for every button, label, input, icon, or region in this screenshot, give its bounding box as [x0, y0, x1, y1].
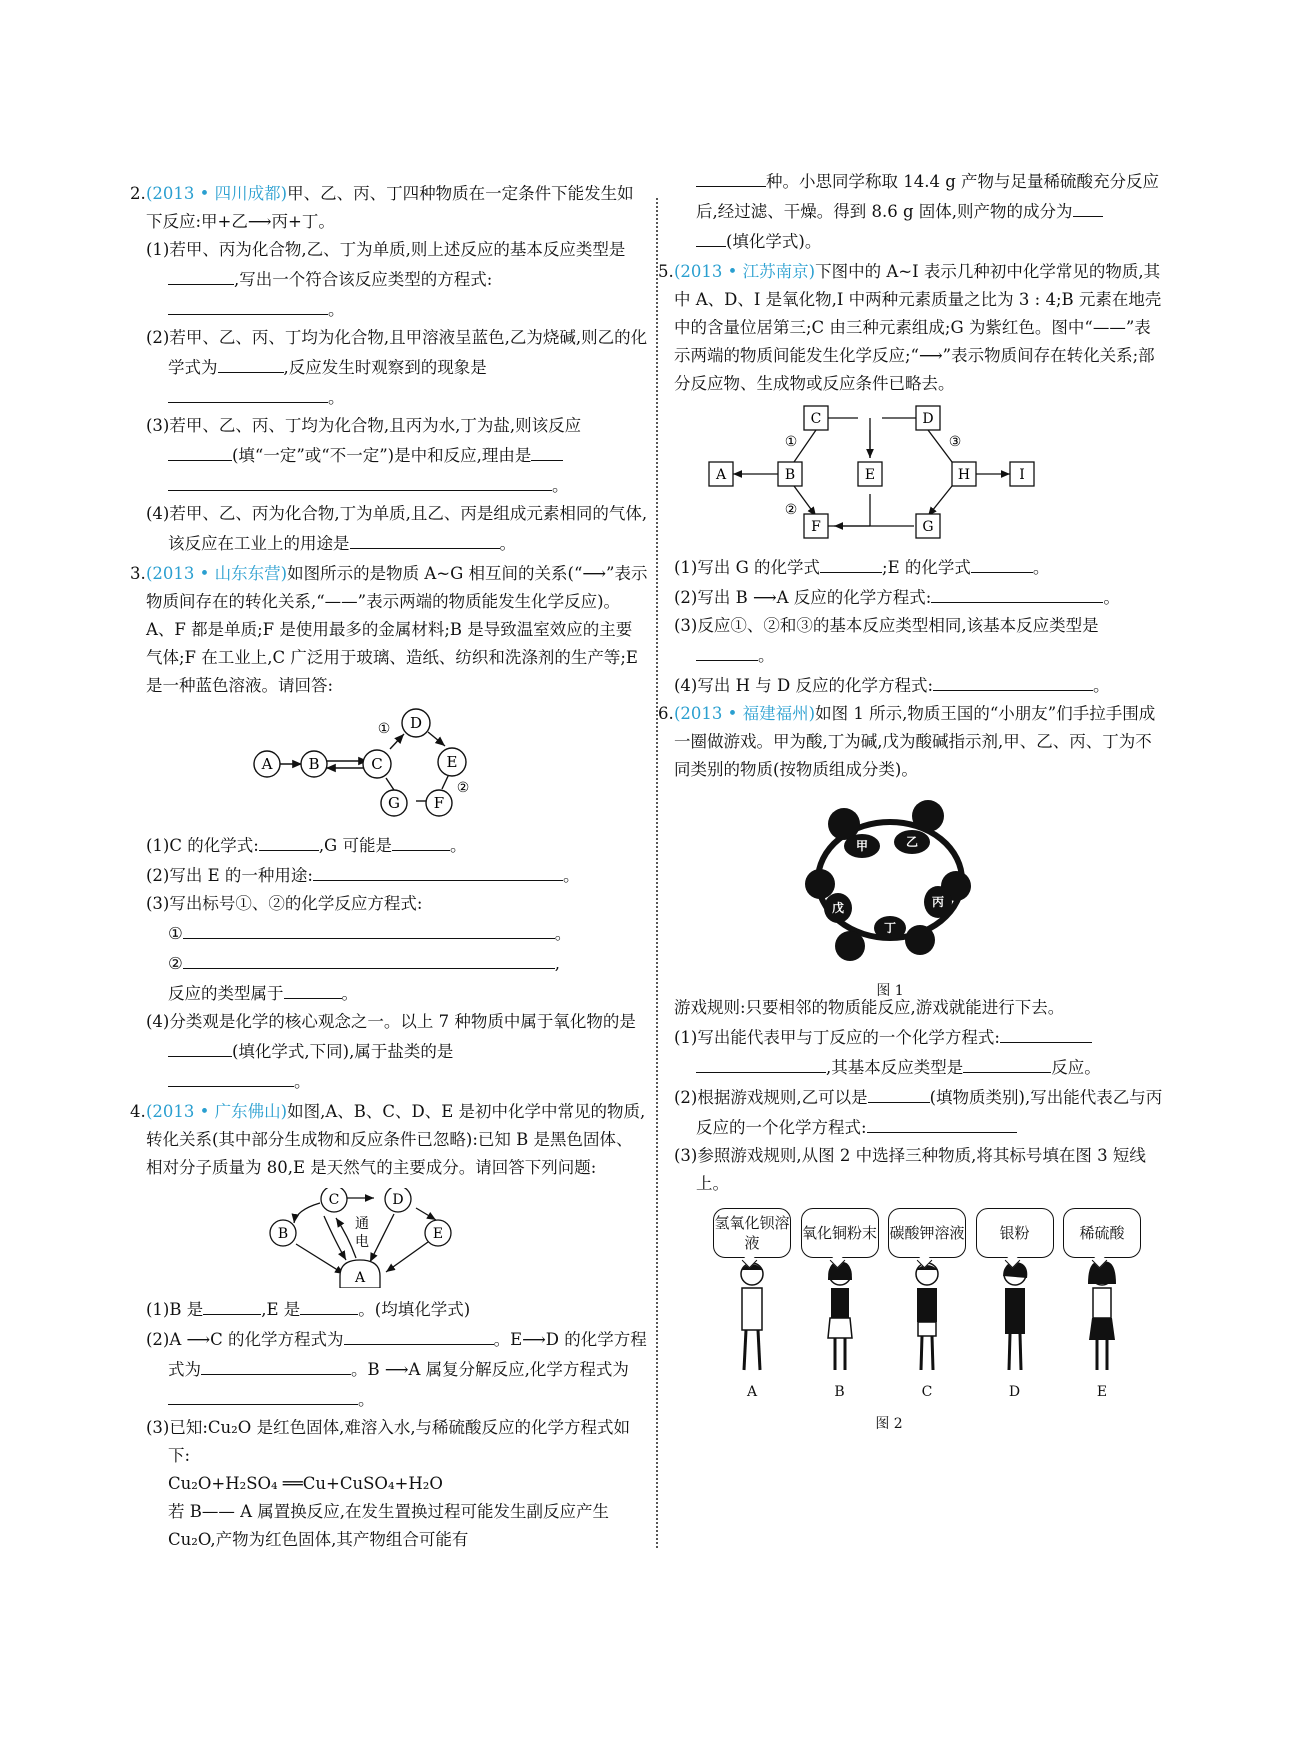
marker-2: ②: [784, 502, 798, 518]
question-stem: 下图中的 A~I 表示几种初中化学常见的物质,其中 A、D、I 是氧化物,I 中两种元素质量之比为 3 : 4;B 元素在地壳中的含量位居第三;C 由三种元素组成;G 为紫红色。图中“——”表示两端的物质间能发生化学反应;“⟶”表示物质间存在转化关系;部分反应物、生成物或反应条件已略去。: [674, 262, 1162, 393]
marker-1: ①: [377, 721, 391, 737]
answer-blank[interactable]: [284, 978, 342, 999]
node-label: C: [810, 411, 822, 427]
question-source: (2013 • 广东佛山): [146, 1102, 288, 1121]
answer-blank[interactable]: [696, 1052, 826, 1073]
speech-bubble: 稀硫酸: [1063, 1208, 1141, 1258]
answer-blank[interactable]: [867, 1112, 1017, 1133]
sub-question-2: (2)写出 B ⟶A 反应的化学方程式:: [674, 588, 932, 607]
equation: Cu₂O+H₂SO₄ ══Cu+CuSO₄+H₂O: [168, 1474, 443, 1493]
sub-question-text: (填物质类别),写出能代表乙与丙反应的一个化学方程式:: [696, 1088, 1163, 1137]
answer-blank[interactable]: [168, 264, 234, 285]
answer-blank[interactable]: [963, 1052, 1051, 1073]
answer-blank[interactable]: [168, 382, 328, 403]
sub-question-text: ,写出一个符合该反应类型的方程式:: [234, 270, 493, 289]
answer-blank[interactable]: [218, 352, 284, 373]
column-divider: [656, 198, 658, 1548]
answer-blank[interactable]: [313, 860, 563, 881]
node-label: H: [957, 467, 971, 483]
answer-blank[interactable]: [350, 528, 500, 549]
question-number: 2.: [130, 184, 146, 203]
question-4: 4. (2013 • 广东佛山)如图,A、B、C、D、E 是初中化学中常见的物质,转化关系(其中部分生成物和反应条件已忽略):已知 B 是黑色固体、相对分子质量为 80,E 是天然气的主要成分。请回答下列问题: C D B E A 通 电 (1)B 是 ,E 是 。(均填化学式) (2)A ⟶C 的化学方程式为 。E⟶D 的化学方程式为 。B ⟶A 属复分解反应,化学方程式为。 (3)已知:Cu₂O 是红色固体,难溶入水,与稀硫酸反应的化学方程式如下: Cu₂O+H₂SO₄ ══Cu+CuSO₄+H₂O 若 B—— A 属置换反应,在发生置换过程可能发生副反应产生 Cu₂O,产物为红色固体,其产物组合可能有: [146, 1098, 648, 1554]
speech-bubble: 氧化铜粉末: [801, 1208, 879, 1258]
sub-question-3: (3)参照游戏规则,从图 2 中选择三种物质,将其标号填在图 3 短线上。: [674, 1146, 1146, 1193]
sub-question-text: (填化学式,下同),属于盐类的是: [232, 1042, 454, 1061]
answer-blank[interactable]: [696, 640, 758, 661]
child-label: 甲: [855, 839, 869, 853]
sub-question-3: (3)写出标号①、②的化学反应方程式:: [146, 894, 423, 913]
answer-blank[interactable]: [183, 918, 555, 939]
answer-blank[interactable]: [531, 440, 563, 461]
marker-1: ①: [168, 924, 183, 943]
question-number: 5.: [658, 262, 674, 281]
sub-question-text: 。(均填化学式): [358, 1300, 471, 1319]
question-number: 3.: [130, 564, 146, 583]
condition-label: 电: [355, 1234, 369, 1250]
sub-question-2: (2)根据游戏规则,乙可以是: [674, 1088, 868, 1107]
question-source: (2013 • 福建福州): [674, 704, 816, 723]
node-label: I: [1019, 467, 1025, 483]
relation-diagram: [674, 404, 1166, 546]
answer-blank[interactable]: [168, 1384, 358, 1405]
node-label: A: [354, 1270, 366, 1286]
child-figure: [995, 1258, 1035, 1378]
child-label: C: [921, 1384, 933, 1400]
node-label: A: [715, 467, 727, 483]
question-number: 6.: [658, 704, 674, 723]
answer-blank[interactable]: [259, 830, 319, 851]
speech-bubble: 氢氧化钡溶液: [713, 1208, 791, 1258]
child-label: B: [834, 1384, 845, 1400]
node-label: F: [811, 519, 821, 535]
sub-question-2: (2)A ⟶C 的化学方程式为: [146, 1330, 344, 1349]
sub-question-text: 反应的类型属于: [168, 984, 284, 1003]
child-label: 戊: [831, 901, 845, 915]
sub-question-text: 反应。: [1051, 1058, 1101, 1077]
sub-question-3: (3)已知:Cu₂O 是红色固体,难溶入水,与稀硫酸反应的化学方程式如下:: [146, 1418, 631, 1465]
speech-bubble: 碳酸钾溶液: [888, 1208, 966, 1258]
sub-question-text: 若 B—— A 属置换反应,在发生置换过程可能发生副反应产生 Cu₂O,产物为红色固体,其产物组合可能有: [168, 1502, 610, 1549]
figure-caption: 图 1: [876, 983, 904, 999]
marker-3: ③: [948, 434, 962, 450]
sub-question-1: (1)B 是: [146, 1300, 204, 1319]
sub-question-text: 。B ⟶A 属复分解反应,化学方程式为: [351, 1360, 629, 1379]
answer-blank[interactable]: [971, 552, 1033, 573]
relation-diagram: [146, 706, 648, 824]
condition-label: 通: [355, 1216, 369, 1232]
node-label: F: [433, 794, 445, 812]
answer-blank[interactable]: [201, 1354, 351, 1375]
question-3: 3. (2013 • 山东东营)如图所示的是物质 A~G 相互间的关系(“⟶”表示物质间存在的转化关系,“——”表示两端的物质能发生化学反应)。A、F 都是单质;F 是使用最多的金属材料;B 是导致温室效应的主要气体;F 在工业上,C 广泛用于玻璃、造纸、纺织和洗涤剂的生产等;E 是一种蓝色溶液。请回答: A B C D E F G ① ② (1)C 的化学式: ,G 可能是 。 (2)写出 E 的一种用途: 。 (3)写出标号①、②的化学反应方程式: ① 。 ② , 反应的类型属于 。 (4)分类观是化学的核心观念之一。以上 7 种物质中属于氧化物的是(填化学式,下同),属于盐类的是 。: [146, 560, 648, 1096]
figure-1-illustration: [674, 790, 1166, 999]
sub-question-3: (3)若甲、乙、丙、丁均为化合物,且丙为水,丁为盐,则该反应: [146, 416, 582, 435]
node-label: B: [784, 467, 796, 483]
node-label: E: [432, 1226, 444, 1242]
answer-blank[interactable]: [1000, 1022, 1092, 1043]
question-4-continued: [674, 166, 1166, 256]
answer-blank[interactable]: [696, 166, 766, 187]
answer-blank[interactable]: [168, 470, 552, 491]
left-column: [130, 180, 648, 1554]
answer-blank[interactable]: [168, 1036, 232, 1057]
answer-blank[interactable]: [344, 1324, 494, 1345]
child-E: [1062, 1208, 1142, 1406]
marker-2: ②: [456, 780, 470, 796]
question-source: (2013 • 四川成都): [146, 184, 288, 203]
sub-question-text: ,E 是: [261, 1300, 301, 1319]
question-stem: 甲、乙、丙、丁四种物质在一定条件下能发生如下反应:甲+乙⟶丙+丁。: [146, 184, 634, 231]
child-A: [712, 1208, 792, 1406]
child-label: E: [1096, 1384, 1108, 1400]
child-figure: [1082, 1258, 1122, 1378]
node-label: C: [328, 1192, 340, 1208]
child-label: 丁: [883, 921, 897, 935]
figure-2-children: [712, 1208, 1142, 1406]
child-label: D: [1008, 1384, 1021, 1400]
child-label: A: [746, 1384, 758, 1400]
sub-question-1: (1)写出 G 的化学式: [674, 558, 821, 577]
node-label: B: [277, 1226, 289, 1242]
question-stem: 如图,A、B、C、D、E 是初中化学中常见的物质,转化关系(其中部分生成物和反应条件已忽略):已知 B 是黑色固体、相对分子质量为 80,E 是天然气的主要成分。请回答下列问题:: [146, 1102, 646, 1177]
child-label: 丙: [931, 895, 945, 909]
sub-question-1: (1)写出能代表甲与丁反应的一个化学方程式:: [674, 1028, 1000, 1047]
child-C: [887, 1208, 967, 1406]
question-2: 2. (2013 • 四川成都)甲、乙、丙、丁四种物质在一定条件下能发生如下反应:甲+乙⟶丙+丁。 (1)若甲、丙为化合物,乙、丁为单质,则上述反应的基本反应类型是,写出一个符合该反应类型的方程式: 。 (2)若甲、乙、丙、丁均为化合物,且甲溶液呈蓝色,乙为烧碱,则乙的化学式为 ,反应发生时观察到的现象是 。 (3)若甲、乙、丙、丁均为化合物,且丙为水,丁为盐,则该反应 (填“一定”或“不一定”)是中和反应,理由是 。 (4)若甲、乙、丙为化合物,丁为单质,且乙、丙是组成元素相同的气体,该反应在工业上的用途是 。: [146, 180, 648, 558]
conversion-diagram: [146, 1188, 648, 1288]
node-label: G: [922, 519, 934, 535]
answer-blank[interactable]: [168, 1066, 294, 1087]
answer-blank[interactable]: [300, 1294, 358, 1315]
question-stem: 如图 1 所示,物质王国的“小朋友”们手拉手围成一圈做游戏。甲为酸,丁为碱,戊为酸碱指示剂,甲、乙、丙、丁为不同类别的物质(按物质组成分类)。: [674, 704, 1156, 779]
node-label: D: [922, 411, 934, 427]
sub-question-3: (3)反应①、②和③的基本反应类型相同,该基本反应类型是: [674, 616, 1099, 635]
question-source: (2013 • 山东东营): [146, 564, 288, 583]
sub-question-4: (4)若甲、乙、丙为化合物,丁为单质,且乙、丙是组成元素相同的气体,该反应在工业上的用途是: [146, 504, 648, 553]
answer-blank[interactable]: [931, 582, 1103, 603]
node-label: B: [308, 755, 320, 773]
sub-question-2: (2)若甲、乙、丙、丁均为化合物,且甲溶液呈蓝色,乙为烧碱,则乙的化学式为: [146, 328, 648, 377]
node-label: E: [864, 467, 876, 483]
question-number: 4.: [130, 1102, 146, 1121]
sub-question-4: (4)写出 H 与 D 反应的化学方程式:: [674, 676, 934, 695]
node-label: G: [388, 794, 400, 812]
node-label: A: [261, 755, 273, 773]
sub-question-text: (填化学式)。: [726, 232, 822, 251]
child-B: [800, 1208, 880, 1406]
question-stem: 如图所示的是物质 A~G 相互间的关系(“⟶”表示物质间存在的转化关系,“——”表示两端的物质能发生化学反应)。A、F 都是单质;F 是使用最多的金属材料;B 是导致温室效应的主要气体;F 在工业上,C 广泛用于玻璃、造纸、纺织和洗涤剂的生产等;E 是一种蓝色溶液。请回答:: [146, 564, 648, 695]
sub-question-text: (填“一定”或“不一定”)是中和反应,理由是: [232, 446, 532, 465]
answer-blank[interactable]: [696, 226, 726, 247]
answer-blank[interactable]: [183, 948, 555, 969]
answer-blank[interactable]: [392, 830, 450, 851]
sub-question-4: (4)分类观是化学的核心观念之一。以上 7 种物质中属于氧化物的是: [146, 1012, 636, 1031]
child-figure: [907, 1258, 947, 1378]
question-6: [658, 700, 1166, 1438]
sub-question-2: (2)写出 E 的一种用途:: [146, 866, 313, 885]
child-figure: [732, 1258, 772, 1378]
sub-question-text: ,其基本反应类型是: [826, 1058, 964, 1077]
child-D: [975, 1208, 1055, 1406]
figure-caption: 图 2: [875, 1416, 903, 1432]
node-label: D: [409, 714, 423, 732]
speech-bubble: 银粉: [976, 1208, 1054, 1258]
answer-blank[interactable]: [1073, 196, 1103, 217]
question-source: (2013 • 江苏南京): [674, 262, 816, 281]
node-label: E: [446, 753, 458, 771]
sub-question-text: 。E⟶D 的化学方程式为: [168, 1330, 647, 1379]
answer-blank[interactable]: [168, 440, 232, 461]
answer-blank[interactable]: [168, 294, 328, 315]
sub-question-1: (1)C 的化学式:: [146, 836, 259, 855]
sub-question-text: ,G 可能是: [318, 836, 392, 855]
sub-question-text: ;E 的化学式: [882, 558, 971, 577]
sub-question-1: (1)若甲、丙为化合物,乙、丁为单质,则上述反应的基本反应类型是: [146, 240, 626, 259]
sub-question-text: ,反应发生时观察到的现象是: [283, 358, 487, 377]
child-figure: [820, 1258, 860, 1378]
right-column: [658, 172, 1166, 1438]
marker-2: ②: [168, 954, 183, 973]
answer-blank[interactable]: [933, 670, 1093, 691]
sub-question-text: 种。小思同学称取 14.4 g 产物与足量稀硫酸充分反应后,经过滤、干燥。得到 8.6 g 固体,则产物的成分为: [696, 172, 1160, 221]
game-rule: 游戏规则:只要相邻的物质能反应,游戏就能进行下去。: [674, 998, 1065, 1017]
answer-blank[interactable]: [203, 1294, 261, 1315]
node-label: D: [392, 1192, 404, 1208]
answer-blank[interactable]: [820, 552, 882, 573]
question-5: 5. (2013 • 江苏南京)下图中的 A~I 表示几种初中化学常见的物质,其中 A、D、I 是氧化物,I 中两种元素质量之比为 3 : 4;B 元素在地壳中的含量位居第三;C 由三种元素组成;G 为紫红色。图中“——”表示两端的物质间能发生化学反应;“⟶”表示物质间存在转化关系;部分反应物、生成物或反应条件已略去。 C D A B E H I F G ① ② ③ (1)写出 G 的化学式 ;E 的化学式 。 (2)写出 B ⟶A 反应的化学方程式: 。 (3)反应①、②和③的基本反应类型相同,该基本反应类型是 。 (4)写出 H 与 D 反应的化学方程式: 。: [674, 258, 1166, 700]
answer-blank[interactable]: [868, 1082, 930, 1103]
node-label: C: [371, 755, 383, 773]
child-label: 乙: [905, 835, 919, 849]
marker-1: ①: [784, 434, 798, 450]
